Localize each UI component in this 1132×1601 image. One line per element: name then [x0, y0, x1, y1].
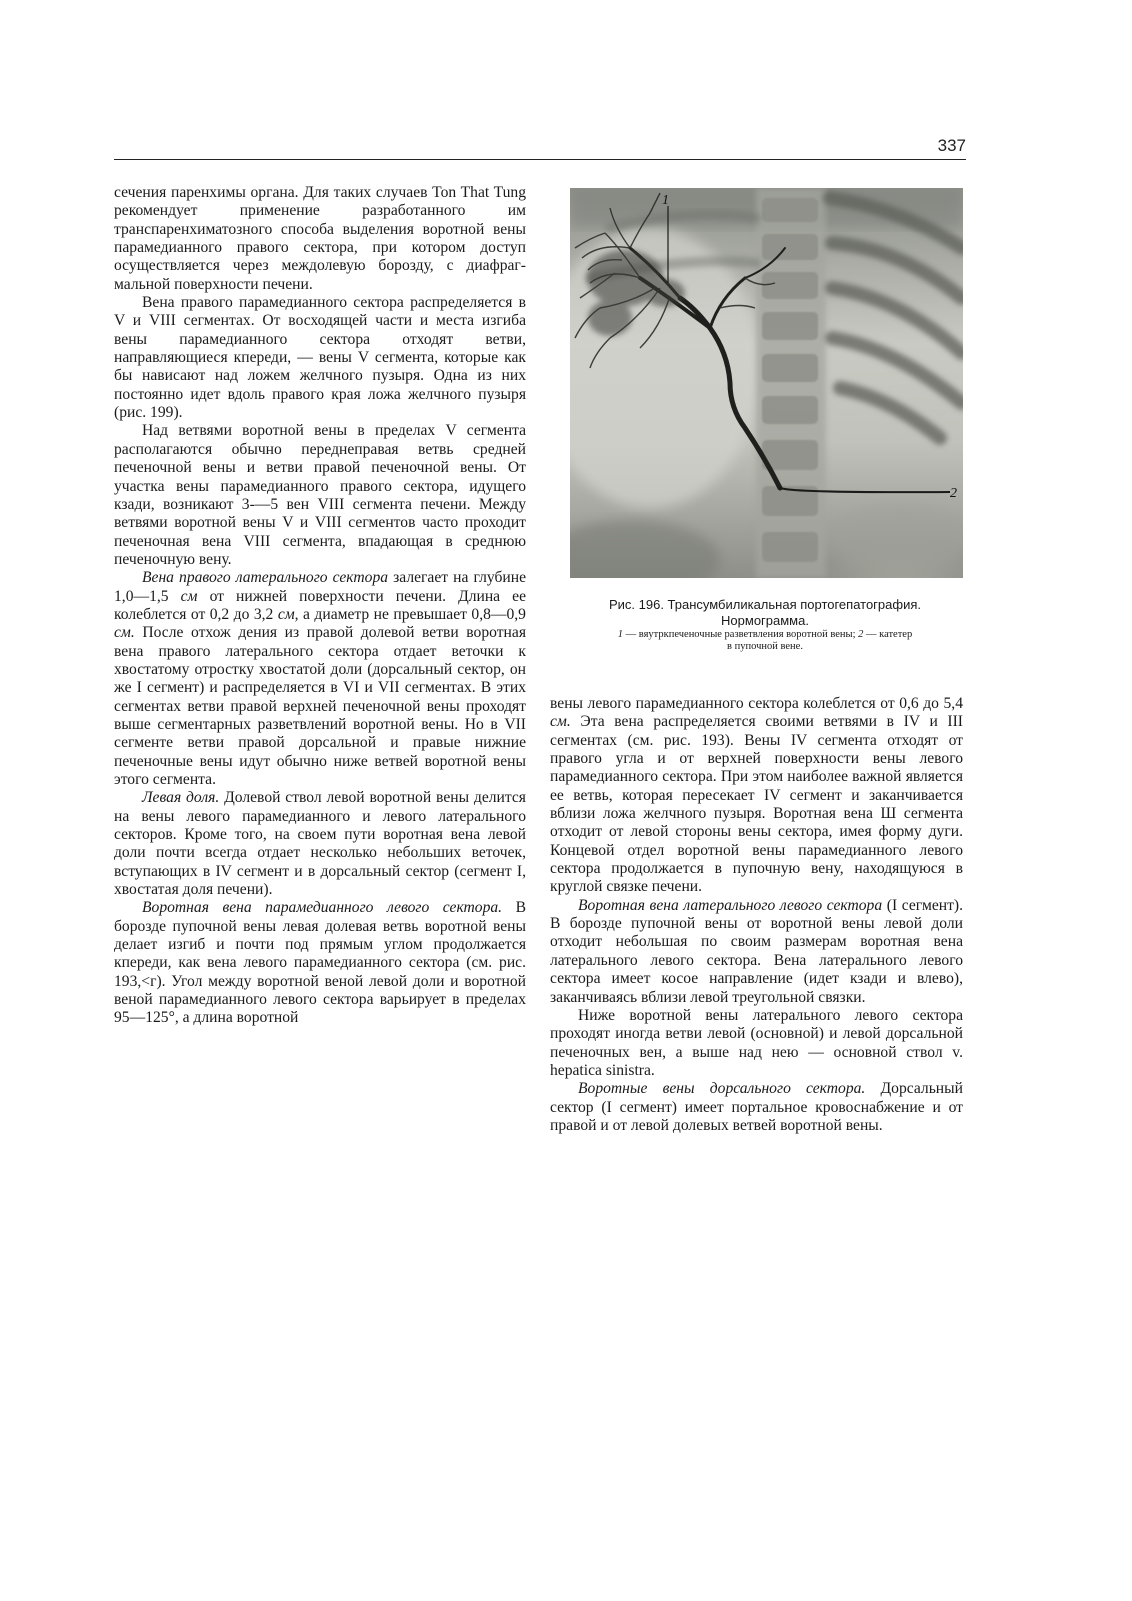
text-run: После отхож дения из правой долевой ветви воротная вена правого латерального сектора отдает веточки к хвостатому отростку хвостатой доли (дорсальный сектор, он же I сегмент) и распределяется в VI и VII сегментах. В этих сегментах ветви правой верхней печеночной вены проходят выше сегментарных разветвлений воротной вены. Но в VII сегменте ветви правой дорсальной и правые нижние печеночные вены идут обычно ниже ветвей воротной вены этого сегмента. [114, 624, 526, 788]
legend-text-1: — вяутркпеченочные разветвления воротной вены; [623, 629, 859, 640]
text-run: (I сегмент). В борозде пупочной вены от воротной вены левой доли отходит небольшая по своим размерам воротная вена латерального левого сектора. Вена латерального левого сектора имеет косое направление (идет кзади и влево), заканчиваясь вблизи левой треугольной связки. [550, 896, 963, 1006]
italic-run: Левая доля. [142, 789, 220, 807]
italic-run: см. [114, 624, 135, 642]
caption-line-1: Рис. 196. Трансумбиликальная портогепатография. [608, 597, 921, 612]
italic-run: Воротная вена латерального левого сектора [578, 896, 883, 914]
paragraph [550, 695, 963, 897]
italic-run: см [180, 587, 198, 605]
figure-caption [555, 597, 975, 653]
italic-run: Вена правого латерального сектора [142, 569, 389, 587]
paragraph [114, 422, 526, 569]
header-rule [114, 159, 966, 160]
x-ray-figure [570, 188, 963, 578]
text-run: Долевой ствол левой воротной вены делится на вены левого парамедианного и левого латерального секторов. Кроме того, на своем пути воротная вена левой доли почти всегда отдает несколько небольших веточек, вступающих в IV сегмент и в дорсальный сектор (сегмент I, хвостатая доля печени). [114, 789, 526, 899]
italic-run: см. [550, 713, 571, 731]
text-run: а диаметр не превышает 0,8—0,9 [298, 605, 526, 623]
text-run: сечения паренхимы органа. Для таких случаев Ton That Tung рекомендует применение разработанного им транспаренхиматозного способа выделения воротной вены парамедианного правого сектора, при котором доступ осуществляется через междолевую борозду, с диафраг-мальной поверхности печени. [114, 184, 526, 293]
caption-legend-line-2: в пупочной вене. [727, 641, 803, 652]
right-text-column [550, 695, 963, 1135]
text-run: от нижней поверхности печени. Длина ее колеблется от 0,2 до 3,2 [114, 587, 526, 623]
left-text-column [114, 184, 526, 1028]
text-run: Эта вена распределяется своими ветвями в IV и III сегментах (см. рис. 193). Вены IV сегмента отходят от правого угла и от верхней поверхности вены левого парамедианного сектора. При этом наиболее важной является ее ветвь, которая пересекает IV сегмент и заканчивается вблизи ложа желчного пузыря. Воротная вена Ш сегмента отходит от левой стороны вены сектора, имея форму дуги. Концевой отдел воротной вены парамедианного левого сектора продолжается в пупочную вену, находящуюся в круглой связке печени. [550, 713, 963, 896]
paragraph [114, 294, 526, 422]
paragraph [114, 899, 526, 1027]
paragraph [550, 897, 963, 1007]
text-run: Над ветвями воротной вены в пределах V сегмента располагаются обычно переднеправая ветвь средней печеночной вены и ветви правой печеночной вены. От участка вены парамедианного правого сектора, идущего кзади, возникают 3-—5 вен VIII сегмента печени. Между ветвями воротной вены V и VIII сегментов часто проходит печеночная вена VIII сегмента, впадающая в среднюю печеночную вену. [114, 422, 526, 568]
text-run: залегает на глубине 1,0—1,5 [114, 569, 526, 605]
portohepatography-image [570, 188, 963, 578]
italic-run: см, [277, 605, 299, 623]
legend-number-2: 2 [858, 629, 864, 640]
text-run: Дорсальный сектор (I сегмент) имеет портальное кровоснабжение и от правой и от левой долевых ветвей воротной вены. [550, 1080, 963, 1134]
figure-label-1: 1 [662, 193, 669, 208]
paragraph [114, 569, 526, 789]
caption-legend [555, 629, 975, 641]
paragraph [550, 1007, 963, 1080]
paragraph [550, 1080, 963, 1135]
paragraph [114, 184, 526, 294]
text-run: В борозде пупочной вены левая долевая ветвь воротной вены делает изгиб и почти под прямым углом продолжается кпереди, как вена левого парамедианного сектора (см. рис. 193,<г). Угол между воротной веной левой доли и воротной веной парамедианного левого сектора варьирует в пределах 95—125°, а длина воротной [114, 899, 526, 1027]
caption-line-2: Нормограмма. [721, 613, 809, 628]
italic-run: Воротные вены дорсального сектора. [578, 1080, 866, 1098]
text-run: Вена правого парамедианного сектора распределяется в V и VIII сегментах. От восходящей части и места изгиба вены парамедианного сектора отходят ветви, направляющиеся кпереди, — вены V сегмента, которые как бы нависают над ложем желчного пузыря. Одна из них постоянно идет вдоль правого края ложа желчного пузыря (рис. 199). [114, 294, 526, 422]
text-run: вены левого парамедианного сектора колеблется от 0,6 до 5,4 [550, 695, 963, 712]
legend-text-2: — катетер [863, 629, 913, 640]
text-run: Ниже воротной вены латерального левого сектора проходят иногда ветви левой (основной) и левой дорсальной печеночных вен, а выше над нею — основной ствол v. hepatica sinistra. [550, 1006, 963, 1079]
italic-run: Воротная вена парамедианного левого сектора. [142, 899, 503, 917]
legend-number-1: 1 [617, 629, 624, 640]
page-number: 337 [937, 136, 966, 155]
paragraph [114, 789, 526, 899]
figure-label-2: 2 [950, 486, 957, 501]
